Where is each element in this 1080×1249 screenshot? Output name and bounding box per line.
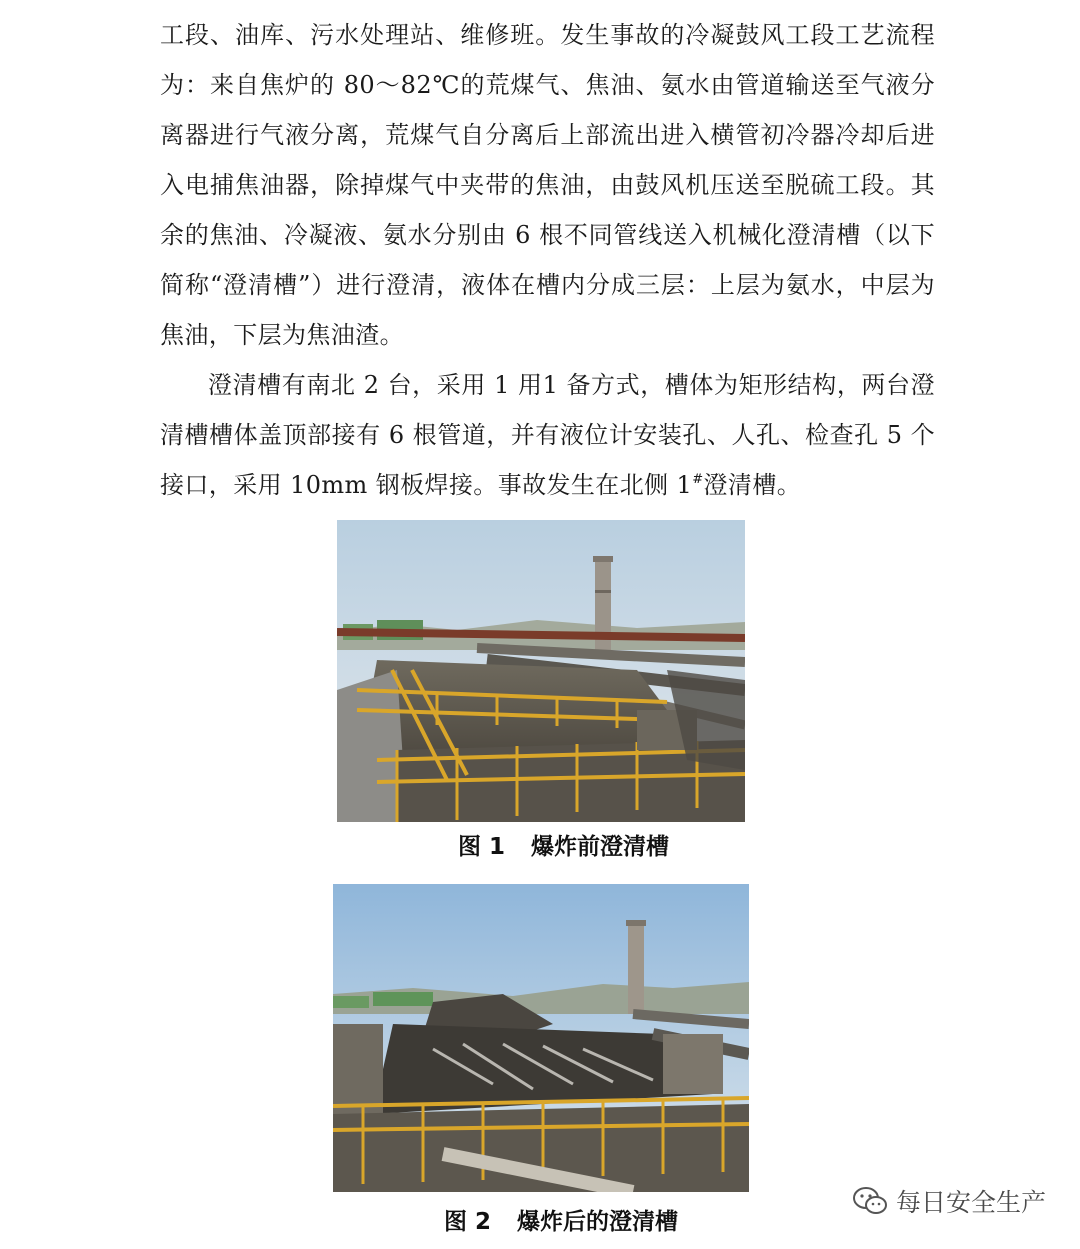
figure-1-title: 爆炸前澄清槽 bbox=[531, 834, 670, 860]
paragraph-clarifier-tail: 澄清槽。 bbox=[703, 471, 802, 499]
figure-2-photo bbox=[333, 884, 749, 1192]
paragraph-clarifier-text: 澄清槽有南北 2 台，采用 1 用1 备方式，槽体为矩形结构，两台澄清槽槽体盖顶部接有 6 根管道，并有液位计安装孔、人孔、检查孔 5 个接口，采用 10mm 钢板焊接。事故发生在北侧 1 bbox=[160, 371, 935, 499]
figure-2-title: 爆炸后的澄清槽 bbox=[517, 1209, 679, 1235]
figure-2-caption bbox=[444, 1203, 678, 1236]
paragraph-clarifier-description bbox=[160, 360, 935, 510]
photo-after-explosion bbox=[333, 884, 749, 1192]
figure-2-number: 图 2 bbox=[444, 1209, 492, 1235]
figure-1-photo bbox=[337, 520, 745, 822]
figure-1-number: 图 1 bbox=[458, 834, 506, 860]
photo-before-explosion bbox=[337, 520, 745, 822]
document-body bbox=[160, 10, 935, 510]
wechat-watermark bbox=[852, 1183, 1046, 1219]
wechat-icon bbox=[852, 1186, 888, 1216]
paragraph-process-flow: 工段、油库、污水处理站、维修班。发生事故的冷凝鼓风工段工艺流程为：来自焦炉的 80～82℃的荒煤气、焦油、氨水由管道输送至气液分离器进行气液分离，荒煤气自分离后上部流出进入横管初冷器冷却后进入电捕焦油器，除掉煤气中夹带的焦油，由鼓风机压送至脱硫工段。其余的焦油、冷凝液、氨水分别由 6 根不同管线送入机械化澄清槽（以下简称“澄清槽”）进行澄清，液体在槽内分成三层：上层为氨水，中层为焦油，下层为焦油渣。 bbox=[160, 21, 935, 349]
watermark-text: 每日安全生产 bbox=[895, 1188, 1046, 1217]
figure-1-caption bbox=[458, 828, 669, 861]
tank-number-mark: # bbox=[692, 472, 704, 487]
